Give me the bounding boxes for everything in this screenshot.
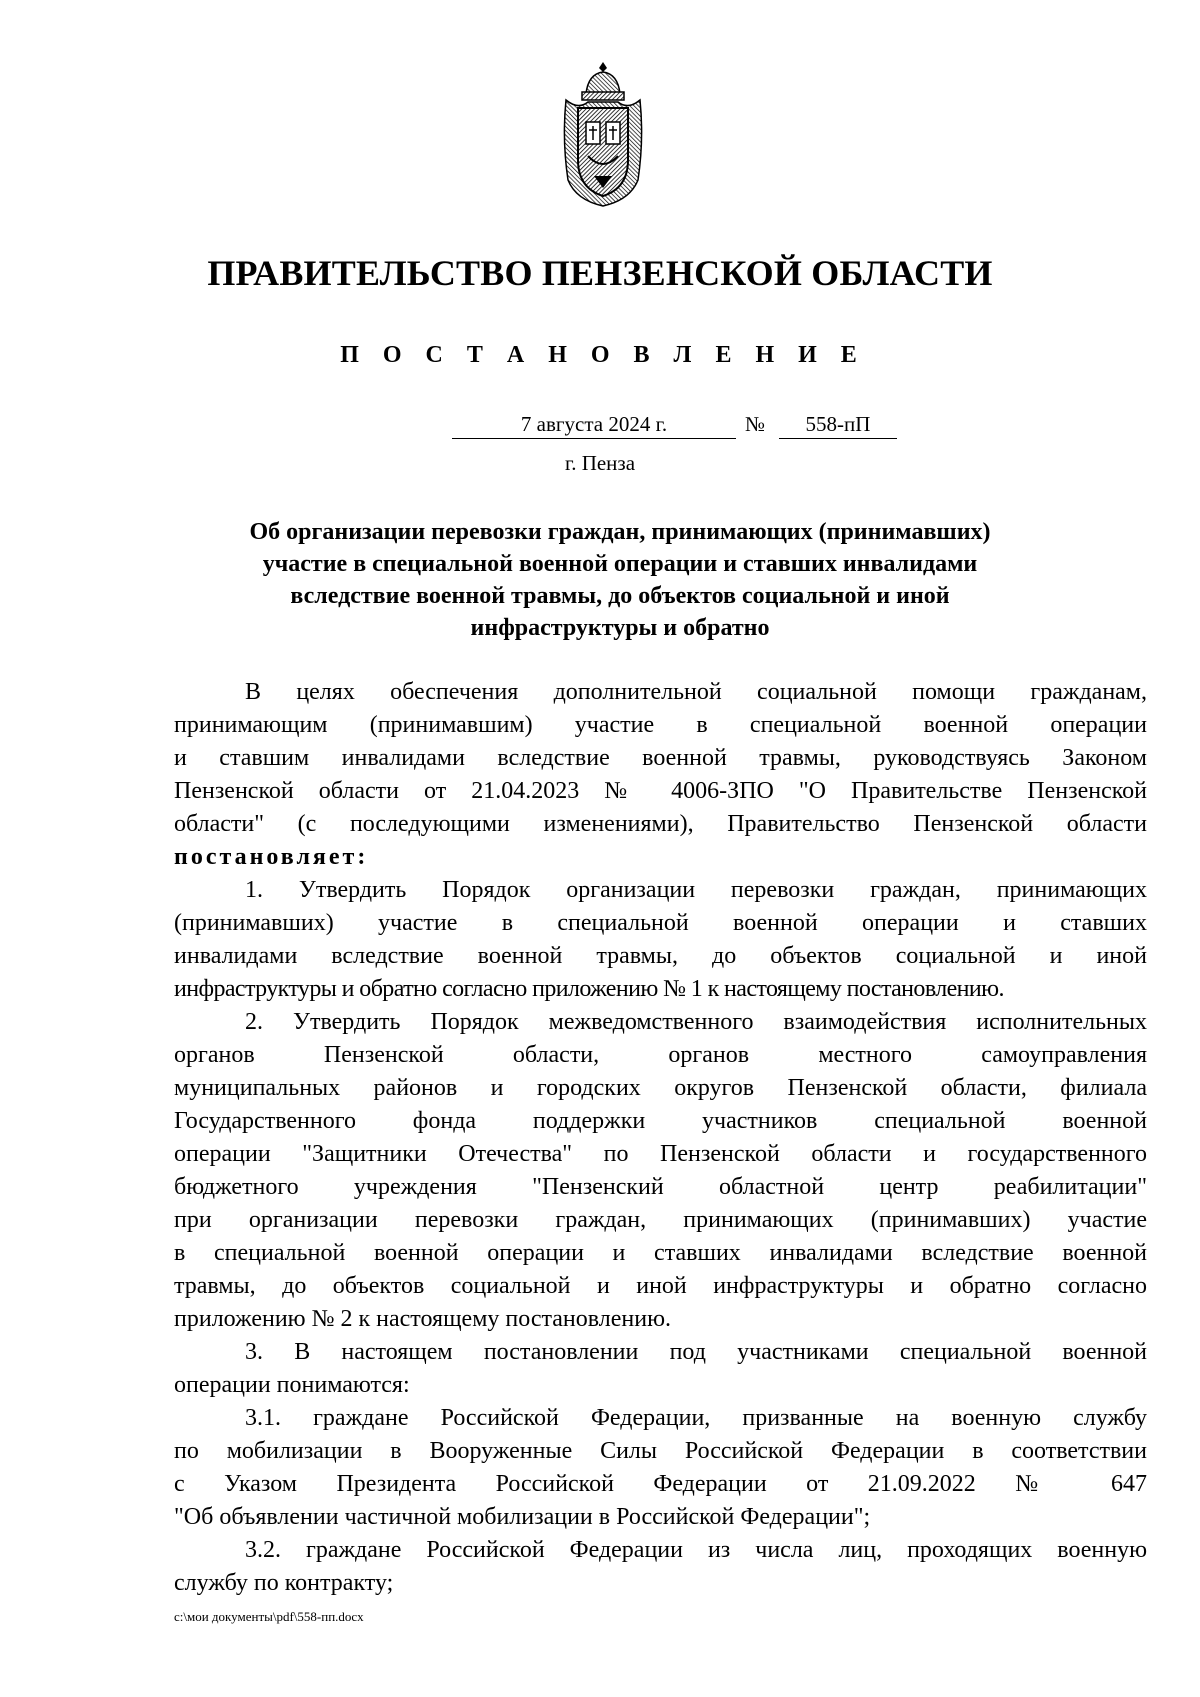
- document-number: 558-пП: [779, 410, 897, 439]
- government-title: ПРАВИТЕЛЬСТВО ПЕНЗЕНСКОЙ ОБЛАСТИ: [207, 253, 993, 293]
- subject-line: участие в специальной военной операции и ставших инвалидами: [262, 551, 978, 577]
- body-line: операции понимаются:: [174, 1372, 410, 1398]
- document-date: 7 августа 2024 г.: [452, 410, 736, 439]
- body-line: (принимавших) участие в специальной военной операции и ставших: [174, 910, 1147, 936]
- body-line: и ставшим инвалидами вследствие военной травмы, руководствуясь Законом: [174, 745, 1147, 771]
- resolves-word: постановляет:: [174, 844, 369, 870]
- body-line: 1. Утвердить Порядок организации перевозки граждан, принимающих: [245, 877, 1147, 903]
- body-line: 3.2. граждане Российской Федерации из числа лиц, проходящих военную: [245, 1537, 1147, 1563]
- body-line: травмы, до объектов социальной и иной инфраструктуры и обратно согласно: [174, 1273, 1147, 1299]
- body-line: при организации перевозки граждан, принимающих (принимавших) участие: [174, 1207, 1147, 1233]
- body-line: Государственного фонда поддержки участников специальной военной: [174, 1108, 1147, 1134]
- body-line: операции "Защитники Отечества" по Пензенской области и государственного: [174, 1141, 1147, 1167]
- body-line: инфраструктуры и обратно согласно приложению № 1 к настоящему постановлению.: [174, 976, 1004, 1002]
- number-sign: №: [745, 412, 766, 436]
- body-line: Пензенской области от 21.04.2023 № 4006-ЗПО "О Правительстве Пензенской: [174, 778, 1147, 804]
- body-line: 3. В настоящем постановлении под участниками специальной военной: [245, 1339, 1147, 1365]
- subject-line: Об организации перевозки граждан, принимающих (принимавших): [249, 519, 991, 545]
- body-line: с Указом Президента Российской Федерации от 21.09.2022 № 647: [174, 1471, 1147, 1497]
- body-line: по мобилизации в Вооруженные Силы Российской Федерации в соответствии: [174, 1438, 1147, 1464]
- subject-line: вследствие военной травмы, до объектов социальной и иной: [290, 583, 950, 609]
- body-line: муниципальных районов и городских округов Пензенской области, филиала: [174, 1075, 1147, 1101]
- body-line: 2. Утвердить Порядок межведомственного взаимодействия исполнительных: [245, 1009, 1147, 1035]
- body-line: бюджетного учреждения "Пензенский областной центр реабилитации": [174, 1174, 1147, 1200]
- body-line: области" (с последующими изменениями), Правительство Пензенской области: [174, 811, 1147, 837]
- document-subject: [170, 516, 1070, 644]
- body-line: "Об объявлении частичной мобилизации в Российской Федерации";: [174, 1504, 871, 1530]
- body-line: службу по контракту;: [174, 1570, 394, 1596]
- document-body: [174, 676, 1147, 1600]
- body-line: 3.1. граждане Российской Федерации, призванные на военную службу: [245, 1405, 1147, 1431]
- body-line: органов Пензенской области, органов местного самоуправления: [174, 1042, 1147, 1068]
- coat-of-arms-icon: [558, 60, 648, 210]
- body-line: в специальной военной операции и ставших инвалидами вследствие военной: [174, 1240, 1147, 1266]
- city-name: г. Пенза: [564, 451, 636, 475]
- body-line: приложению № 2 к настоящему постановлению.: [174, 1306, 672, 1332]
- body-line: В целях обеспечения дополнительной социальной помощи гражданам,: [245, 679, 1147, 705]
- file-path-footer: c:\мои документы\pdf\558-пп.docx: [174, 1609, 364, 1624]
- document-type: П О С Т А Н О В Л Е Н И Е: [340, 342, 866, 368]
- subject-line: инфраструктуры и обратно: [470, 615, 770, 641]
- body-line: принимающим (принимавшим) участие в специальной военной операции: [174, 712, 1147, 738]
- body-line: инвалидами вследствие военной травмы, до объектов социальной и иной: [174, 943, 1147, 969]
